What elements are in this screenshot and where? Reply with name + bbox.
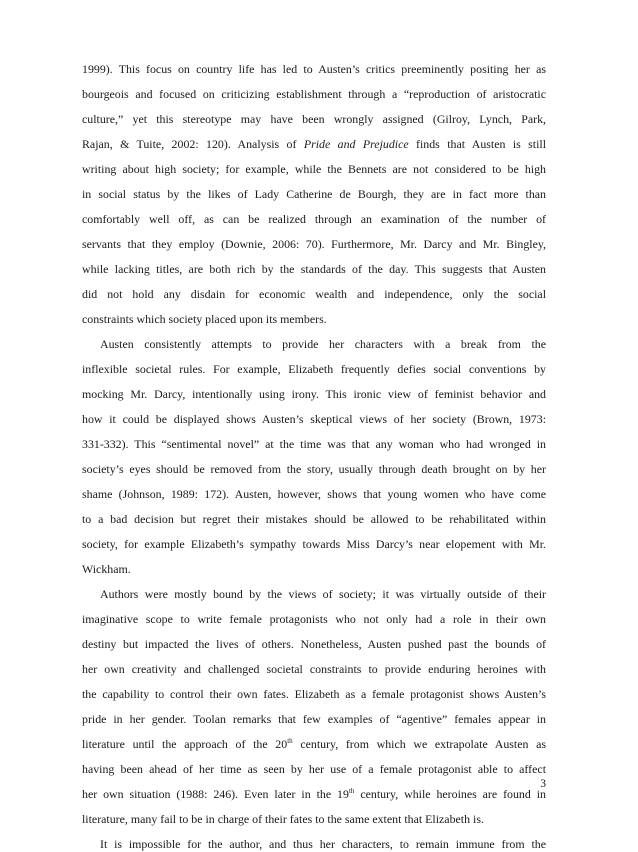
text-line: Rajan, & Tuite, 2002: 120). Analysis of Pride and Prejudice finds that Austen is still (82, 137, 546, 151)
superscript: th (287, 737, 293, 745)
text-line: shame (Johnson, 1989: 172). Austen, however, shows that young women who have come (82, 487, 546, 501)
text-line: writing about high society; for example, while the Bennets are not considered to be high (82, 162, 546, 176)
superscript: th (348, 787, 355, 795)
text-line: It is impossible for the author, and thus her characters, to remain immune from the (100, 837, 546, 851)
text-line: destiny but impacted the lives of others. Nonetheless, Austen pushed past the bounds of (82, 637, 546, 651)
text-line: while lacking titles, are both rich by the standards of the day. This suggests that Austen (82, 262, 546, 276)
text-line: bourgeois and focused on criticizing establishment through a “reproduction of aristocratic (82, 87, 546, 101)
text-line: culture,” yet this stereotype may have been wrongly assigned (Gilroy, Lynch, Park, (82, 112, 546, 126)
text-line: having been ahead of her time as seen by her use of a female protagonist able to affect (82, 762, 546, 776)
text-line: 331-332). This “sentimental novel” at the time was that any woman who had wronged in (82, 437, 546, 451)
text-line: constraints which society placed upon its members. (82, 312, 327, 326)
text-line: did not hold any disdain for economic wealth and independence, only the social (82, 287, 546, 301)
text-line: mocking Mr. Darcy, intentionally using irony. This ironic view of feminist behavior and (82, 387, 546, 401)
book-title: Pride and Prejudice (303, 137, 409, 151)
text-line: Wickham. (82, 562, 131, 576)
text-line: to a bad decision but regret their mistakes should be allowed to be rehabilitated within (82, 512, 546, 526)
text-line: Austen consistently attempts to provide her characters with a break from the (100, 337, 546, 351)
text-line: society, for example Elizabeth’s sympathy towards Miss Darcy’s near elopement with Mr. (82, 537, 546, 551)
text-line: how it could be displayed shows Austen’s skeptical views of her society (Brown, 1973: (82, 412, 546, 426)
text-line: in social status by the likes of Lady Catherine de Bourgh, they are in fact more than (82, 187, 546, 201)
text-line: the capability to control their own fates. Elizabeth as a female protagonist shows Austen’s (82, 687, 546, 701)
text-line: imaginative scope to write female protagonists who not only had a role in their own (82, 612, 546, 626)
text-line: servants that they employ (Downie, 2006: 70). Furthermore, Mr. Darcy and Mr. Bingley, (82, 237, 546, 251)
text-line: 1999). This focus on country life has led to Austen’s critics preeminently positing her as (82, 62, 546, 76)
text-line: Authors were mostly bound by the views of society; it was virtually outside of their (100, 587, 546, 601)
page-number: 3 (540, 778, 546, 790)
text-line: literature, many fail to be in charge of their fates to the same extent that Elizabeth is. (82, 812, 484, 826)
text-line: comfortably well off, as can be realized through an examination of the number of (82, 212, 546, 226)
text-line: her own situation (1988: 246). Even later in the 19th century, while heroines are found in (82, 787, 546, 801)
text-line: inflexible societal rules. For example, Elizabeth frequently defies social conventions by (82, 362, 546, 376)
text-line: literature until the approach of the 20th century, from which we extrapolate Austen as (82, 737, 546, 751)
text-line: society’s eyes should be removed from the story, usually through death brought on by her (82, 462, 546, 476)
text-line: her own creativity and challenged societal constraints to provide enduring heroines with (82, 662, 546, 676)
text-line: pride in her gender. Toolan remarks that few examples of “agentive” females appear in (82, 712, 546, 726)
